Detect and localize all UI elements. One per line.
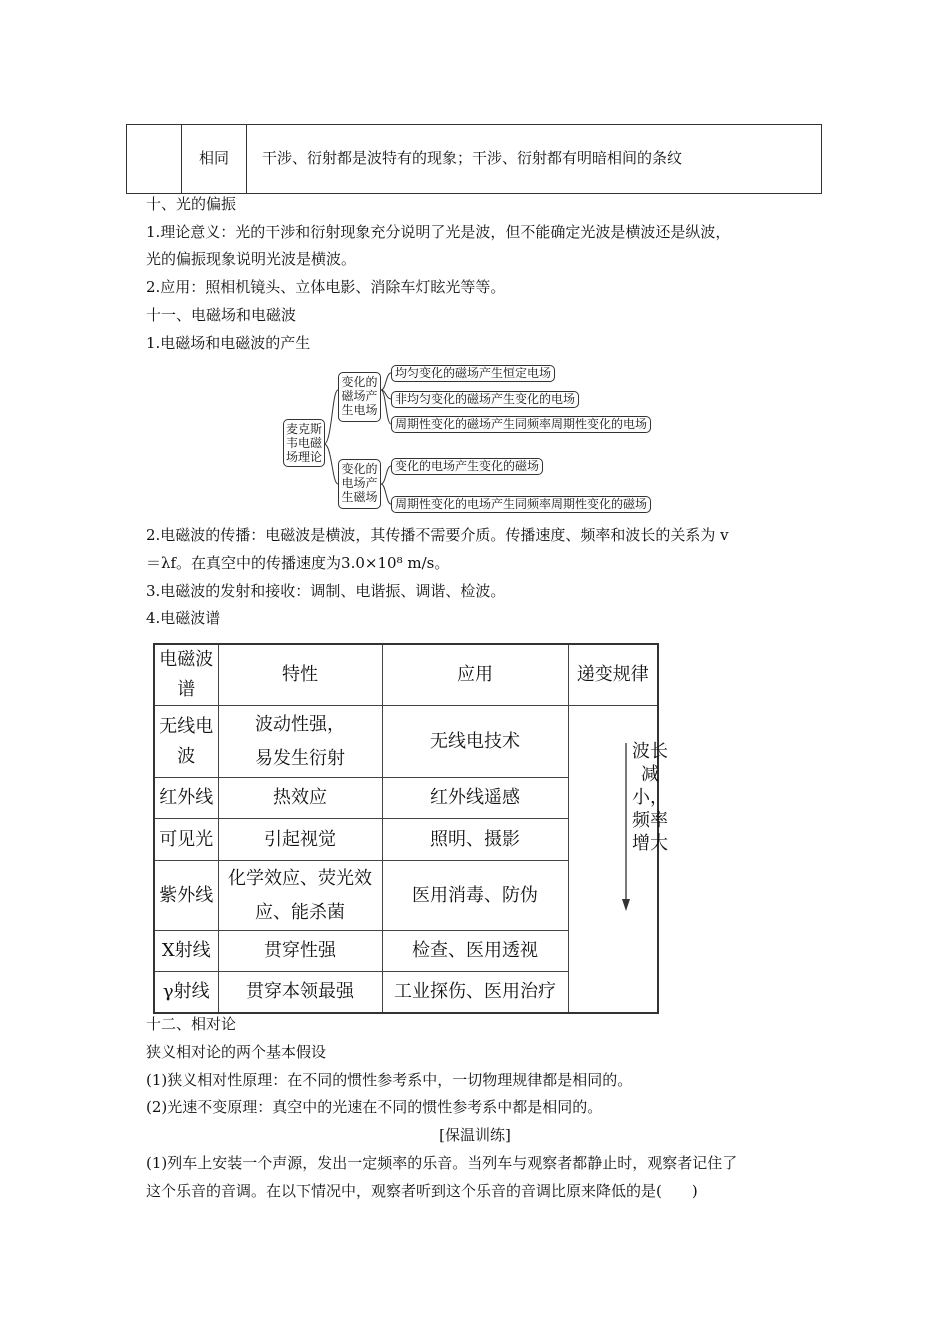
maxwell-theory-diagram	[280, 362, 670, 517]
sub-heading: 1.电磁场和电磁波的产生	[146, 334, 311, 352]
wave-feature: 贯穿性强	[218, 931, 382, 972]
question-text: 这个乐音的音调。在以下情况中，观察者听到这个乐音的音调比原来降低的是( )	[146, 1182, 698, 1200]
wave-use: 照明、摄影	[382, 819, 568, 861]
header-cell: 递变规律	[568, 644, 658, 706]
table-cell-same: 相同	[199, 149, 230, 167]
diagram-leaf: 非均匀变化的磁场产生变化的电场	[391, 391, 579, 408]
wave-name: 可见光	[154, 819, 218, 861]
wave-name: γ射线	[154, 972, 218, 1013]
sub-heading: 4.电磁波谱	[146, 609, 221, 627]
wave-feature: 贯穿本领最强	[218, 972, 382, 1013]
table-cell-description: 干涉、衍射都是波特有的现象；干涉、衍射都有明暗相间的条纹	[262, 149, 683, 167]
em-spectrum-table	[153, 643, 659, 1014]
wave-feature: 波动性强，易发生衍射	[218, 706, 382, 778]
wave-use: 无线电技术	[382, 706, 568, 778]
table-divider	[181, 125, 182, 193]
paragraph: 2.应用：照相机镜头、立体电影、消除车灯眩光等等。	[146, 278, 506, 296]
practice-title: [保温训练]	[439, 1126, 511, 1144]
paragraph: (1)狭义相对性原理：在不同的惯性参考系中，一切物理规律都是相同的。	[146, 1071, 633, 1089]
wave-name: X射线	[154, 931, 218, 972]
paragraph: 光的偏振现象说明光波是横波。	[146, 250, 357, 268]
paragraph: (2)光速不变原理：真空中的光速在不同的惯性参考系中都是相同的。	[146, 1098, 603, 1116]
question-text: (1)列车上安装一个声源，发出一定频率的乐音。当列车与观察者都静止时，观察者记住了	[146, 1154, 738, 1172]
section-heading: 十二、相对论	[146, 1015, 237, 1033]
wave-use: 检查、医用透视	[382, 931, 568, 972]
wave-feature: 化学效应、荧光效应、能杀菌	[218, 861, 382, 931]
wave-use: 医用消毒、防伪	[382, 861, 568, 931]
diagram-branch-magnetic: 变化的磁场产生电场	[338, 372, 381, 422]
trend-text: 波长减小，频率增大	[632, 741, 668, 854]
header-cell: 应用	[382, 644, 568, 706]
diagram-branch-electric: 变化的电场产生磁场	[338, 459, 381, 509]
wave-feature: 引起视觉	[218, 819, 382, 861]
table-divider	[246, 125, 247, 193]
wave-name: 无线电波	[154, 706, 218, 778]
paragraph: 2.电磁波的传播：电磁波是横波，其传播不需要介质。传播速度、频率和波长的关系为 v	[146, 526, 729, 544]
wave-name: 紫外线	[154, 861, 218, 931]
wave-feature: 热效应	[218, 778, 382, 819]
paragraph: 3.电磁波的发射和接收：调制、电谐振、调谐、检波。	[146, 582, 506, 600]
paragraph: 1.理论意义：光的干涉和衍射现象充分说明了光是波，但不能确定光波是横波还是纵波，	[146, 223, 731, 241]
diagram-leaf: 变化的电场产生变化的磁场	[391, 458, 543, 475]
section-heading: 十一、电磁场和电磁波	[146, 306, 297, 324]
wave-name: 红外线	[154, 778, 218, 819]
wave-use: 红外线遥感	[382, 778, 568, 819]
comparison-table-fragment	[126, 124, 822, 194]
diagram-root: 麦克斯韦电磁场理论	[283, 419, 325, 467]
header-cell: 特性	[218, 644, 382, 706]
sub-heading: 狭义相对论的两个基本假设	[146, 1043, 327, 1061]
diagram-leaf: 均匀变化的磁场产生恒定电场	[391, 365, 555, 382]
wave-use: 工业探伤、医用治疗	[382, 972, 568, 1013]
diagram-leaf: 周期性变化的磁场产生同频率周期性变化的电场	[391, 416, 651, 433]
header-cell: 电磁波谱	[154, 644, 218, 706]
diagram-leaf: 周期性变化的电场产生同频率周期性变化的磁场	[391, 496, 651, 513]
table-row	[154, 706, 658, 778]
section-heading: 十、光的偏振	[146, 195, 237, 213]
paragraph: ＝λf。在真空中的传播速度为3.0×10⁸ m/s。	[146, 554, 450, 572]
